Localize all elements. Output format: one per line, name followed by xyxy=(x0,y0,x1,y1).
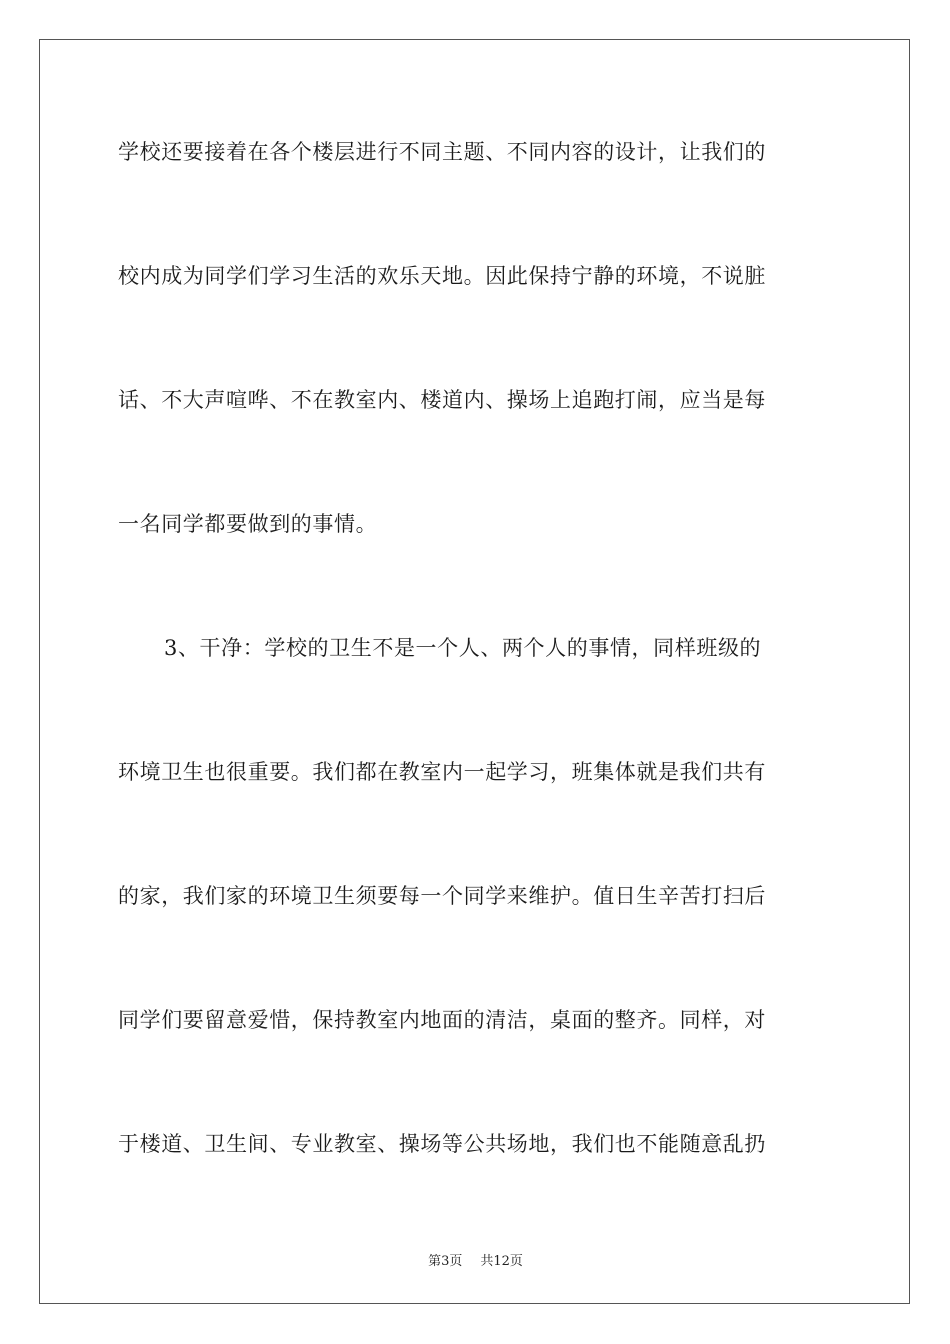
text-line-6: 环境卫生也很重要。我们都在教室内一起学习，班集体就是我们共有 xyxy=(118,760,766,784)
page-total: 共12页 xyxy=(480,1254,523,1269)
text-line-7: 的家，我们家的环境卫生须要每一个同学来维护。值日生辛苦打扫后 xyxy=(118,884,766,908)
page-number: 第3页 xyxy=(428,1254,463,1269)
text-line-2: 校内成为同学们学习生活的欢乐天地。因此保持宁静的环境，不说脏 xyxy=(118,264,766,288)
body-text xyxy=(118,120,832,1236)
page-frame xyxy=(39,39,910,1304)
text-line-9: 于楼道、卫生间、专业教室、操场等公共场地，我们也不能随意乱扔 xyxy=(118,1132,766,1156)
text-line-8: 同学们要留意爱惜，保持教室内地面的清洁，桌面的整齐。同样，对 xyxy=(118,1008,766,1032)
page-footer xyxy=(40,1250,911,1269)
text-line-1: 学校还要接着在各个楼层进行不同主题、不同内容的设计，让我们的 xyxy=(118,140,766,164)
text-line-5: 3、干净：学校的卫生不是一个人、两个人的事情，同样班级的 xyxy=(164,636,762,660)
text-line-3: 话、不大声喧哗、不在教室内、楼道内、操场上追跑打闹，应当是每 xyxy=(118,388,766,412)
text-line-4: 一名同学都要做到的事情。 xyxy=(118,512,378,536)
